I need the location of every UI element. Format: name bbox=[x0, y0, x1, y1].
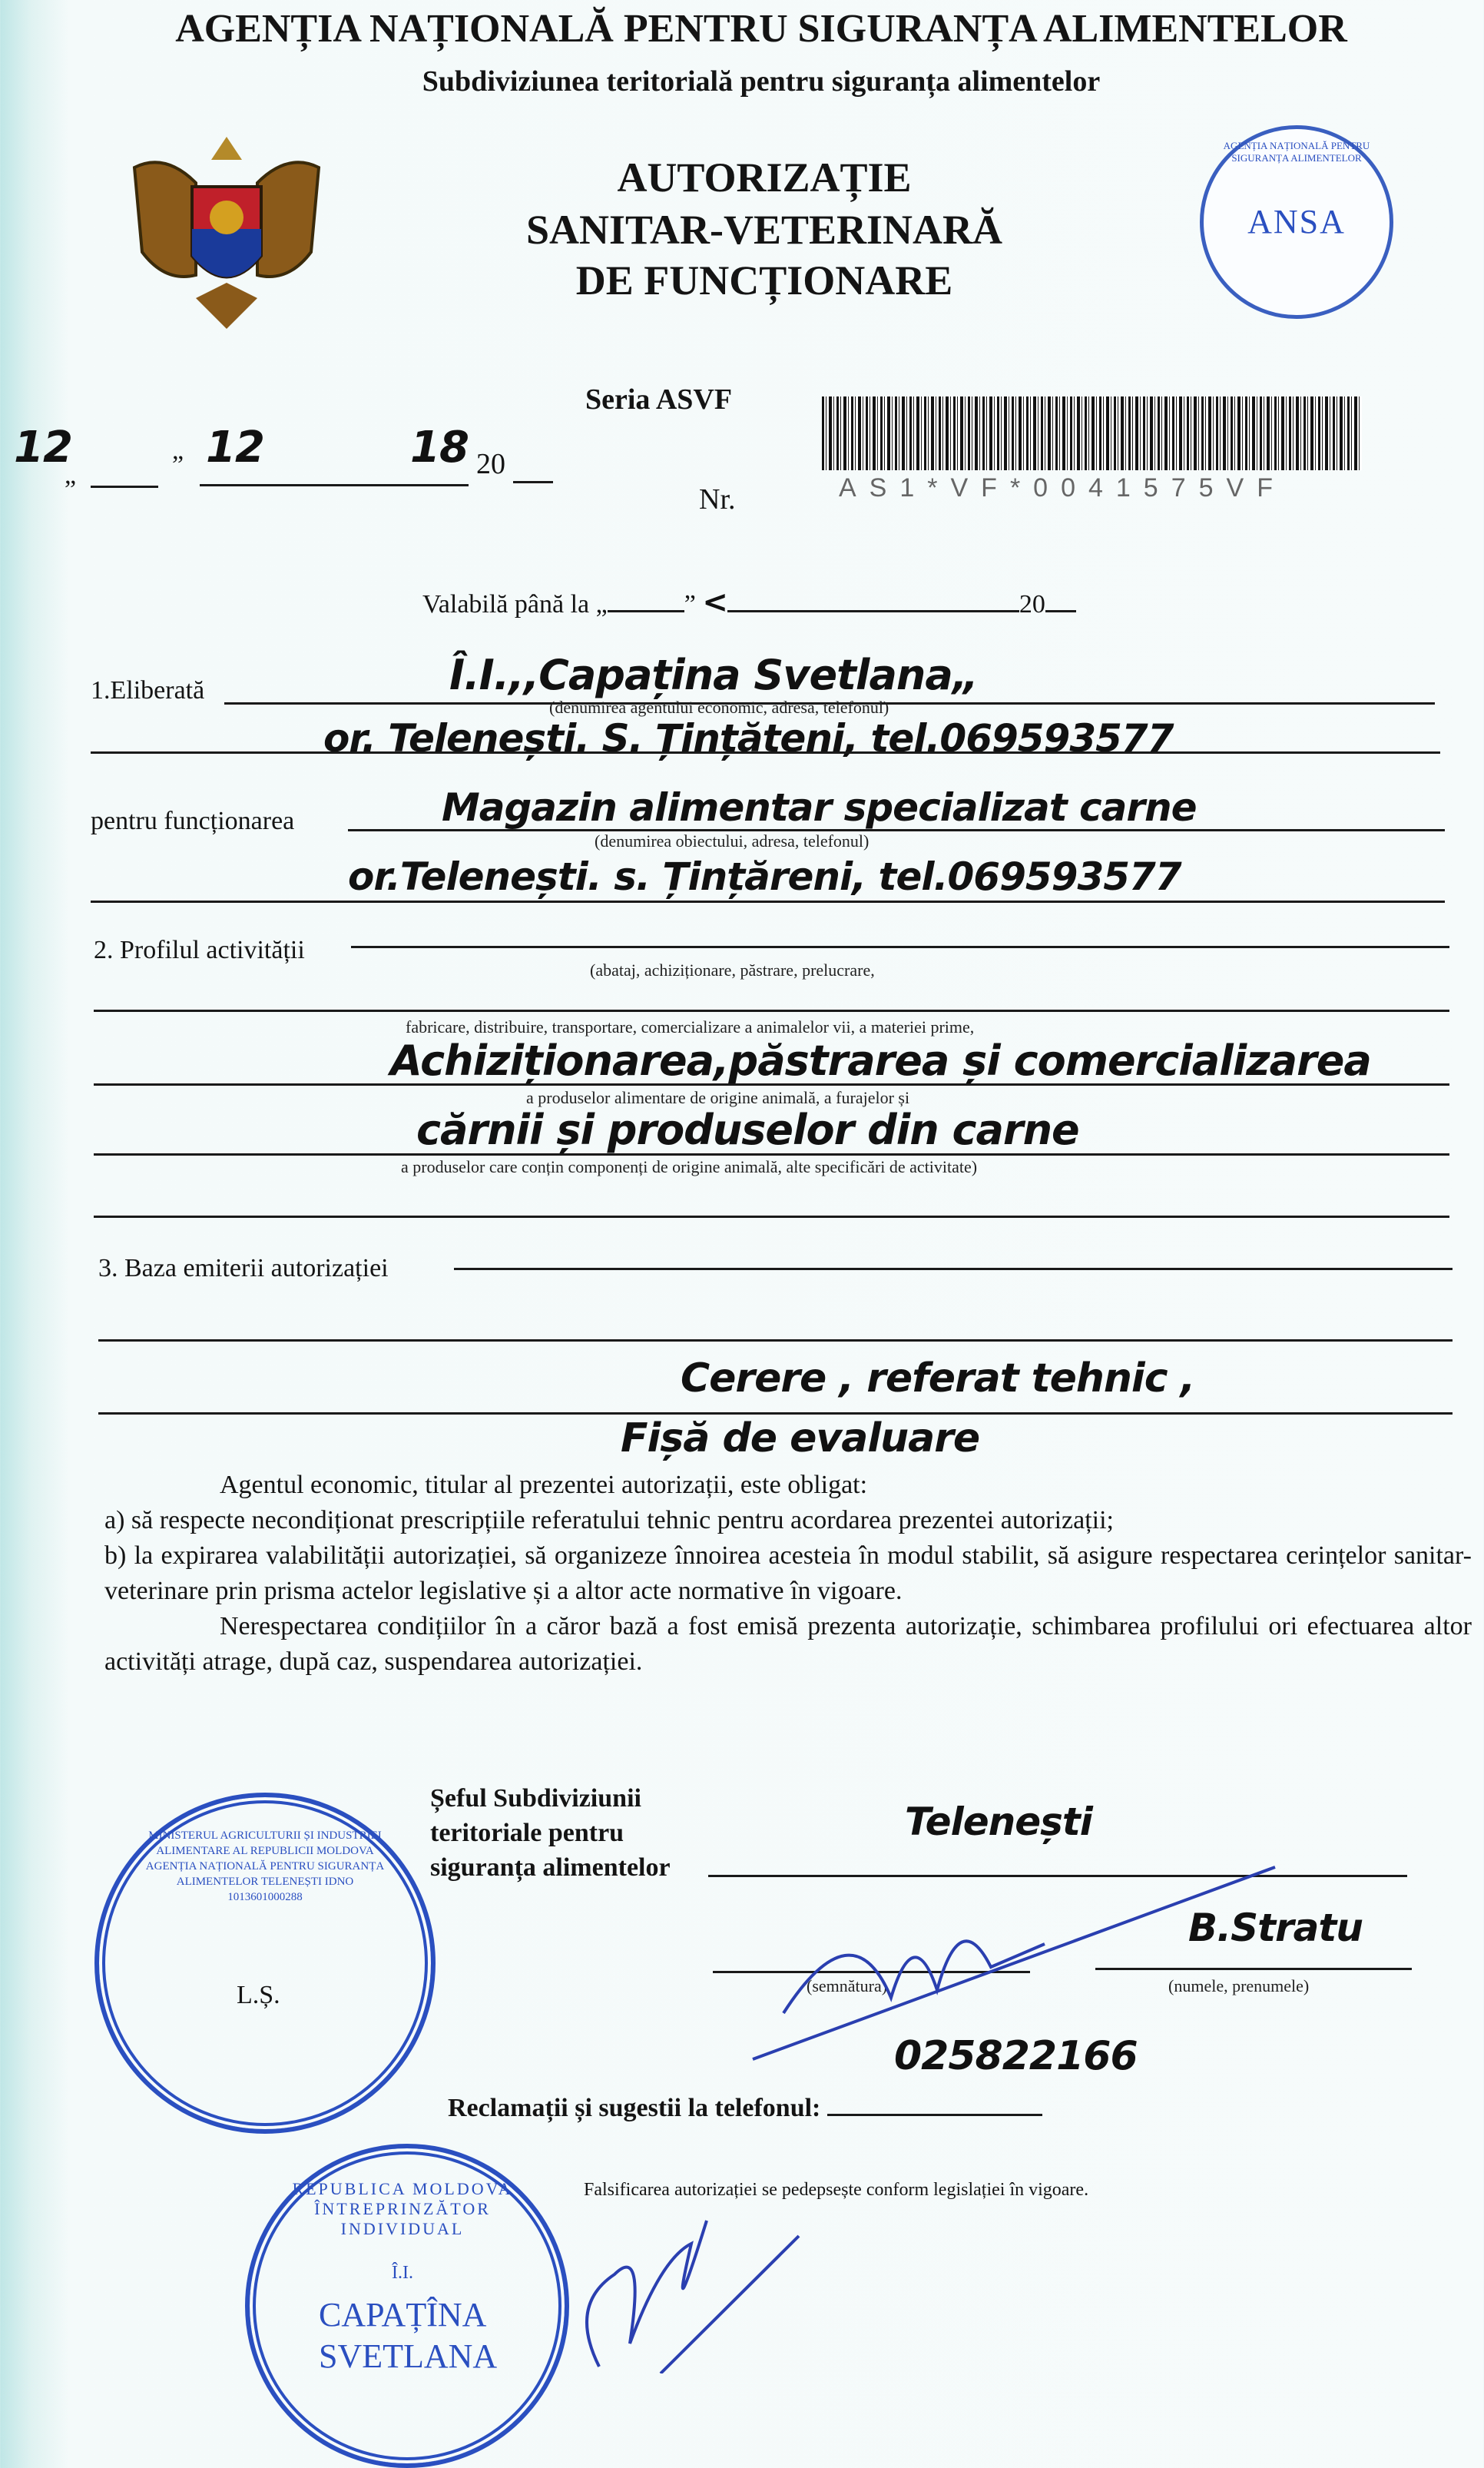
close-quote: „ bbox=[172, 436, 184, 465]
name-hint: (numele, prenumele) bbox=[1168, 1976, 1310, 1995]
doc-title-line-3: DE FUNCȚIONARE bbox=[575, 257, 953, 304]
field-line bbox=[94, 1083, 1449, 1086]
agent-hint: (denumirea agentului economic, adresa, telefonul) bbox=[549, 698, 889, 717]
agency-stamp-text: MINISTERUL AGRICULTURII ȘI INDUSTRIEI ALIMENTARE AL REPUBLICII MOLDOVA AGENȚIA NAȚIONALĂ PENTRU SIGURANȚA ALIMENTELOR TELENEȘTI IDNO 1013601000288 bbox=[145, 1829, 385, 1903]
validity-day-field bbox=[608, 592, 684, 612]
baza-label: 3. Baza emiterii autorizației bbox=[98, 1254, 389, 1282]
object-value: Magazin alimentar specializat carne bbox=[442, 785, 1197, 830]
field-line bbox=[351, 946, 1449, 948]
agency-round-stamp bbox=[94, 1793, 436, 2134]
subdivision-title: Subdiviziunea teritorială pentru siguranța alimentelor bbox=[422, 65, 1101, 98]
barcode bbox=[822, 396, 1362, 470]
baza-value-1: Cerere , referat tehnic , bbox=[681, 1355, 1195, 1402]
validity-month-mark: < bbox=[702, 585, 727, 620]
obligations-intro: Agentul economic, titular al prezentei autorizații, este obligat: bbox=[220, 1471, 868, 1499]
year-underline bbox=[513, 481, 553, 483]
issue-year: 18 bbox=[410, 423, 469, 473]
field-line bbox=[98, 1339, 1453, 1342]
ansa-logo-ring-text: AGENȚIA NAȚIONALĂ PENTRU SIGURANȚA ALIMENTELOR bbox=[1223, 140, 1370, 164]
doc-title-line-1: AUTORIZAȚIE bbox=[617, 154, 912, 201]
agency-title: AGENȚIA NAȚIONALĂ PENTRU SIGURANȚA ALIMENTELOR bbox=[175, 7, 1347, 51]
profil-label: 2. Profilul activității bbox=[94, 936, 305, 964]
profil-hint-3: a produselor alimentare de origine animală, a furajelor și bbox=[526, 1088, 910, 1107]
signature-hint: (semnătura) bbox=[807, 1976, 888, 1995]
company-signature bbox=[553, 2205, 830, 2373]
obligations-text bbox=[104, 1468, 1472, 1680]
month-underline bbox=[200, 484, 469, 486]
falsification-note: Falsificarea autorizației se pedepsește conform legislației în vigoare. bbox=[584, 2180, 1089, 2200]
company-round-stamp bbox=[245, 2144, 569, 2468]
company-stamp-prefix: Î.I. bbox=[392, 2263, 413, 2283]
location-value: Telenești bbox=[905, 1800, 1092, 1844]
validity-row bbox=[422, 587, 1076, 619]
year-prefix: 20 bbox=[476, 448, 505, 480]
issue-month: 12 bbox=[206, 423, 264, 473]
agent-address-value: or. Telenești. S. Țințăteni, tel.069593577 bbox=[323, 716, 1174, 761]
agent-name-value: Î.I.,,Capațina Svetlana„ bbox=[449, 651, 979, 699]
field-line bbox=[91, 901, 1445, 903]
validity-year-field bbox=[1045, 592, 1076, 612]
company-stamp-ring: REPUBLICA MOLDOVA ÎNTREPRINZĂTOR INDIVIDUAL bbox=[292, 2179, 513, 2238]
ls-mark: L.Ș. bbox=[237, 1981, 280, 2009]
validity-label: Valabilă până la „ bbox=[422, 590, 608, 619]
obligation-a: a) să respecte necondiționat prescripțiile referatului tehnic pentru acordarea prezentei autorizații; bbox=[104, 1506, 1114, 1534]
field-line bbox=[94, 1010, 1449, 1012]
chief-title bbox=[430, 1781, 671, 1885]
profil-value-2: cărnii și produselor din carne bbox=[416, 1106, 1079, 1154]
penalty-note: Nerespectarea condițiilor în a căror bază a fost emisă prezenta autorizație, schimbarea profilului ori efectuarea altor activități atrage, după caz, suspendarea autorizației. bbox=[104, 1612, 1472, 1676]
issue-day: 12 bbox=[14, 423, 72, 473]
profil-hint-2: fabricare, distribuire, transportare, comercializare a animalelor vii, a materiei prime, bbox=[406, 1017, 975, 1037]
validity-month-field bbox=[727, 592, 1019, 612]
nr-label: Nr. bbox=[699, 483, 736, 516]
seria-label: Seria ASVF bbox=[585, 383, 733, 416]
field-line bbox=[94, 1153, 1449, 1156]
complaints-phone-field bbox=[827, 2095, 1042, 2116]
profil-hint-1: (abataj, achiziționare, păstrare, prelucrare, bbox=[590, 960, 875, 980]
object-address-value: or.Telenești. s. Țințăreni, tel.069593577 bbox=[348, 854, 1181, 899]
baza-value-2: Fișă de evaluare bbox=[621, 1415, 980, 1461]
phone-value: 025822166 bbox=[894, 2033, 1138, 2079]
object-hint: (denumirea obiectului, adresa, telefonul) bbox=[595, 831, 870, 851]
validity-close-quote: ” bbox=[684, 590, 696, 619]
validity-year-prefix: 20 bbox=[1019, 590, 1045, 619]
field-line bbox=[348, 829, 1445, 831]
chief-line-3: siguranța alimentelor bbox=[430, 1853, 671, 1882]
profil-value-1: Achiziționarea,păstrarea și comercializarea bbox=[390, 1037, 1371, 1085]
day-underline bbox=[91, 486, 158, 488]
field-line bbox=[454, 1268, 1453, 1270]
eliberata-label: 1.Eliberată bbox=[91, 676, 205, 705]
doc-title-line-2: SANITAR-VETERINARĂ bbox=[525, 207, 1003, 253]
complaints-label: Reclamații și sugestii la telefonul: bbox=[448, 2094, 821, 2122]
chief-line-2: teritoriale pentru bbox=[430, 1819, 624, 1847]
ansa-logo bbox=[1200, 125, 1393, 319]
complaints-row bbox=[448, 2093, 1042, 2124]
profil-hint-4: a produselor care conțin componenți de origine animală, alte specificări de activitate) bbox=[401, 1157, 978, 1176]
field-line bbox=[91, 751, 1440, 754]
chief-name-value: B.Stratu bbox=[1188, 1906, 1363, 1950]
ansa-logo-text: ANSA bbox=[1247, 203, 1346, 240]
barcode-number: AS1*VF*0041575VF bbox=[839, 473, 1286, 503]
company-stamp-name: CAPAȚÎNA SVETLANA bbox=[319, 2296, 498, 2375]
functionare-label: pentru funcționarea bbox=[91, 807, 295, 835]
field-line bbox=[94, 1216, 1449, 1218]
field-line bbox=[98, 1412, 1453, 1415]
open-quote: „ bbox=[65, 461, 77, 489]
chief-line-1: Șeful Subdiviziunii bbox=[430, 1784, 641, 1813]
obligation-b: b) la expirarea valabilității autorizației, să organizeze înnoirea acesteia în modul stabilit, să asigure respectarea cerințelor sanitar-veterinare prin prisma actelor legislative și a altor acte normative în vigoare. bbox=[104, 1541, 1472, 1605]
